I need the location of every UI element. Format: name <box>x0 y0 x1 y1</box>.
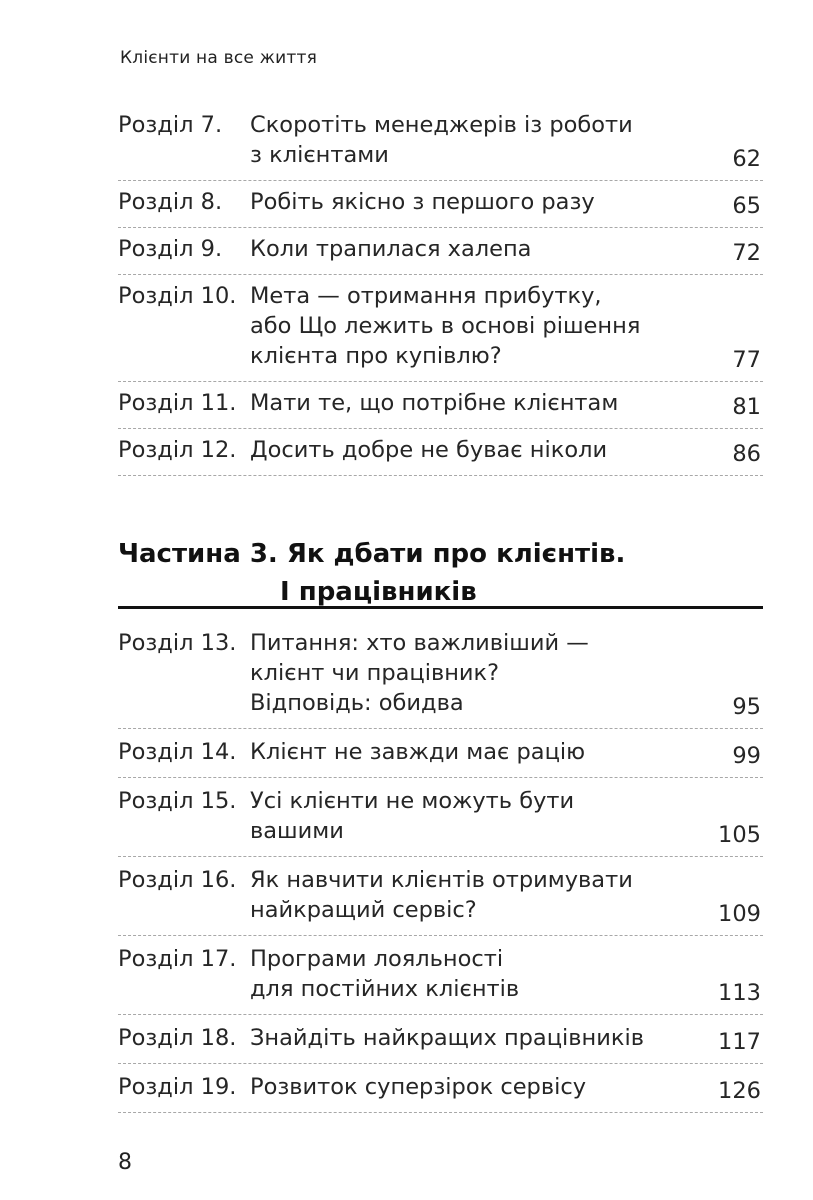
chapter-title-line: Коли трапилася халепа <box>250 236 532 262</box>
chapter-title-line: Як навчити клієнтів отримувати <box>250 867 633 893</box>
toc-entry <box>118 1015 763 1064</box>
part-heading-line-1: Частина 3. Як дбати про клієнтів. <box>118 539 626 569</box>
part-divider <box>118 606 763 609</box>
chapter-label: Розділ 19. <box>118 1074 237 1100</box>
part-heading-line-2: І працівників <box>280 577 477 607</box>
chapter-title <box>250 234 693 264</box>
chapter-title <box>250 737 693 767</box>
chapter-page-number: 77 <box>732 347 761 373</box>
running-header: Клієнти на все життя <box>120 48 318 68</box>
chapter-page-number: 95 <box>732 694 761 720</box>
chapter-title-line: Питання: хто важливіший — <box>250 630 589 656</box>
chapter-title-line: Програми лояльності <box>250 946 504 972</box>
chapter-title <box>250 435 693 465</box>
chapter-label: Розділ 18. <box>118 1025 237 1051</box>
chapter-title <box>250 1023 693 1053</box>
toc-entry <box>118 857 763 936</box>
chapter-label: Розділ 15. <box>118 788 237 814</box>
chapter-title-line: Відповідь: обидва <box>250 690 464 716</box>
part-heading <box>118 535 763 611</box>
chapter-label: Розділ 9. <box>118 236 223 262</box>
chapter-title <box>250 865 693 925</box>
chapter-label: Розділ 17. <box>118 946 237 972</box>
chapter-label: Розділ 7. <box>118 112 223 138</box>
chapter-page-number: 126 <box>718 1078 761 1104</box>
toc-entry <box>118 181 763 228</box>
toc-entry <box>118 104 763 181</box>
toc-entry <box>118 429 763 476</box>
chapter-title-line: Усі клієнти не можуть бути <box>250 788 575 814</box>
chapter-label: Розділ 11. <box>118 390 237 416</box>
toc-entry <box>118 228 763 275</box>
chapter-title <box>250 786 693 846</box>
chapter-page-number: 65 <box>732 193 761 219</box>
chapter-label: Розділ 10. <box>118 283 237 309</box>
chapter-title-line: Мета — отримання прибутку, <box>250 283 602 309</box>
chapter-title-line: або Що лежить в основі рішення <box>250 313 641 339</box>
chapter-title <box>250 388 693 418</box>
toc-entry <box>118 1064 763 1113</box>
toc-entry <box>118 936 763 1015</box>
chapter-title <box>250 187 693 217</box>
chapter-page-number: 86 <box>732 441 761 467</box>
chapter-page-number: 105 <box>718 822 761 848</box>
chapter-title-line: вашими <box>250 818 344 844</box>
chapter-page-number: 81 <box>732 394 761 420</box>
toc-entry <box>118 620 763 729</box>
chapter-title <box>250 1072 693 1102</box>
chapter-page-number: 117 <box>718 1029 761 1055</box>
chapter-title-line: Клієнт не завжди має рацію <box>250 739 586 765</box>
chapter-title <box>250 281 693 371</box>
toc-entry <box>118 729 763 778</box>
toc-entry <box>118 275 763 382</box>
chapter-label: Розділ 12. <box>118 437 237 463</box>
chapter-title-line: Мати те, що потрібне клієнтам <box>250 390 619 416</box>
chapter-title-line: найкращий сервіс? <box>250 897 477 923</box>
chapter-title-line: Розвиток суперзірок сервісу <box>250 1074 587 1100</box>
toc-list-part-3 <box>118 620 763 1113</box>
toc-entry <box>118 778 763 857</box>
chapter-page-number: 99 <box>732 743 761 769</box>
chapter-page-number: 109 <box>718 901 761 927</box>
chapter-title-line: клієнта про купівлю? <box>250 343 502 369</box>
toc-list-top <box>118 104 763 476</box>
chapter-label: Розділ 16. <box>118 867 237 893</box>
chapter-title-line: з клієнтами <box>250 142 389 168</box>
chapter-title <box>250 110 693 170</box>
chapter-title-line: для постійних клієнтів <box>250 976 520 1002</box>
chapter-title-line: клієнт чи працівник? <box>250 660 500 686</box>
chapter-title <box>250 944 693 1004</box>
chapter-label: Розділ 8. <box>118 189 223 215</box>
chapter-page-number: 113 <box>718 980 761 1006</box>
chapter-page-number: 62 <box>732 146 761 172</box>
chapter-title-line: Робіть якісно з першого разу <box>250 189 595 215</box>
chapter-title-line: Досить добре не буває ніколи <box>250 437 608 463</box>
chapter-page-number: 72 <box>732 240 761 266</box>
chapter-label: Розділ 14. <box>118 739 237 765</box>
chapter-title <box>250 628 693 718</box>
toc-entry <box>118 382 763 429</box>
chapter-title-line: Знайдіть найкращих працівників <box>250 1025 644 1051</box>
chapter-label: Розділ 13. <box>118 630 237 656</box>
page-number: 8 <box>118 1150 132 1175</box>
chapter-title-line: Скоротіть менеджерів із роботи <box>250 112 633 138</box>
